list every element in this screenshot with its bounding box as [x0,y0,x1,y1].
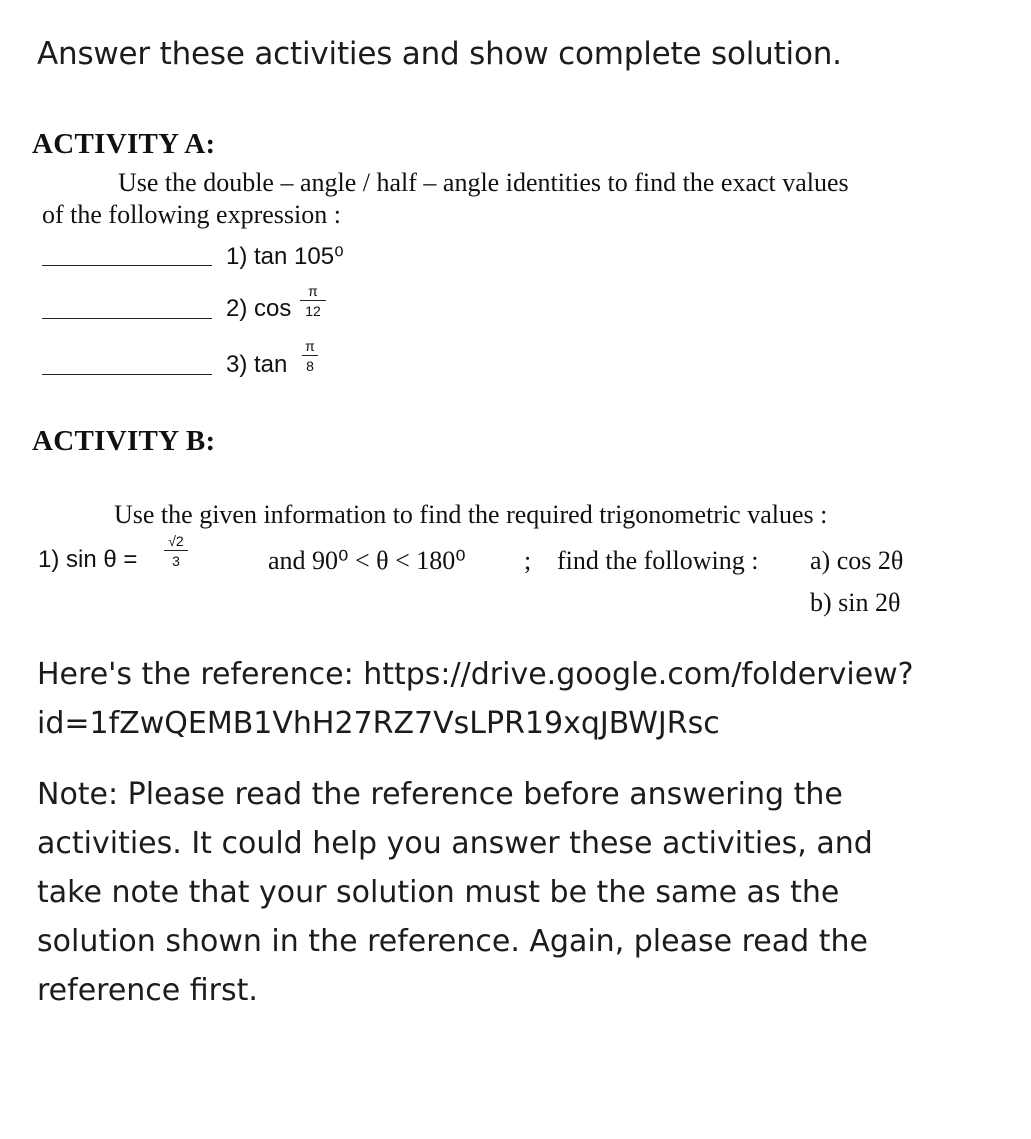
activity-b-part-a: a) cos 2θ [810,546,904,575]
fraction-bar [302,355,318,356]
activity-a-item-1: 1) tan 105⁰ [226,243,344,270]
note-paragraph [37,770,997,1015]
fraction-numerator: π [308,283,318,299]
activity-a-item-2: 2) cos [226,295,292,322]
fraction-sqrt2-over-3 [164,533,188,569]
activity-b-find-label: find the following : [557,546,759,575]
activity-b-intro: Use the given information to find the required trigonometric values : [114,500,828,529]
answer-blank-2[interactable] [42,318,212,319]
reference-paragraph [37,650,997,748]
instruction-text: Answer these activities and show complete solution. [37,36,842,72]
note-line-4: solution shown in the reference. Again, please read the [37,924,868,959]
activity-a-intro-line1: Use the double – angle / half – angle identities to find the exact values [118,168,849,197]
fraction-denominator: 3 [172,553,180,569]
note-line-3: take note that your solution must be the same as the [37,875,840,910]
activity-a-item-3: 3) tan [226,351,288,378]
activity-b-condition: and 90⁰ < θ < 180⁰ [268,546,466,575]
answer-blank-1[interactable] [42,265,212,266]
activity-b-part-b: b) sin 2θ [810,588,901,617]
fraction-numerator: √2 [168,533,184,549]
note-line-1: Note: Please read the reference before answering the [37,777,843,812]
note-line-2: activities. It could help you answer these activities, and [37,826,873,861]
activity-a-heading: ACTIVITY A: [32,128,216,160]
activity-b-heading: ACTIVITY B: [32,425,216,457]
reference-line-1: Here's the reference: https://drive.google.com/folderview? [37,657,914,692]
fraction-bar [164,550,188,551]
fraction-pi-over-8 [302,338,318,374]
fraction-numerator: π [305,338,315,354]
fraction-denominator: 12 [305,303,321,319]
note-line-5: reference first. [37,973,258,1008]
fraction-bar [300,300,326,301]
fraction-denominator: 8 [306,358,314,374]
answer-blank-3[interactable] [42,374,212,375]
activity-b-separator: ; [524,546,532,575]
activity-b-problem-label: 1) sin θ = [38,546,138,573]
fraction-pi-over-12 [300,283,326,319]
reference-link[interactable]: id=1fZwQEMB1VhH27RZ7VsLPR19xqJBWJRsc [37,706,720,741]
activity-a-intro-line2: of the following expression : [42,200,341,229]
